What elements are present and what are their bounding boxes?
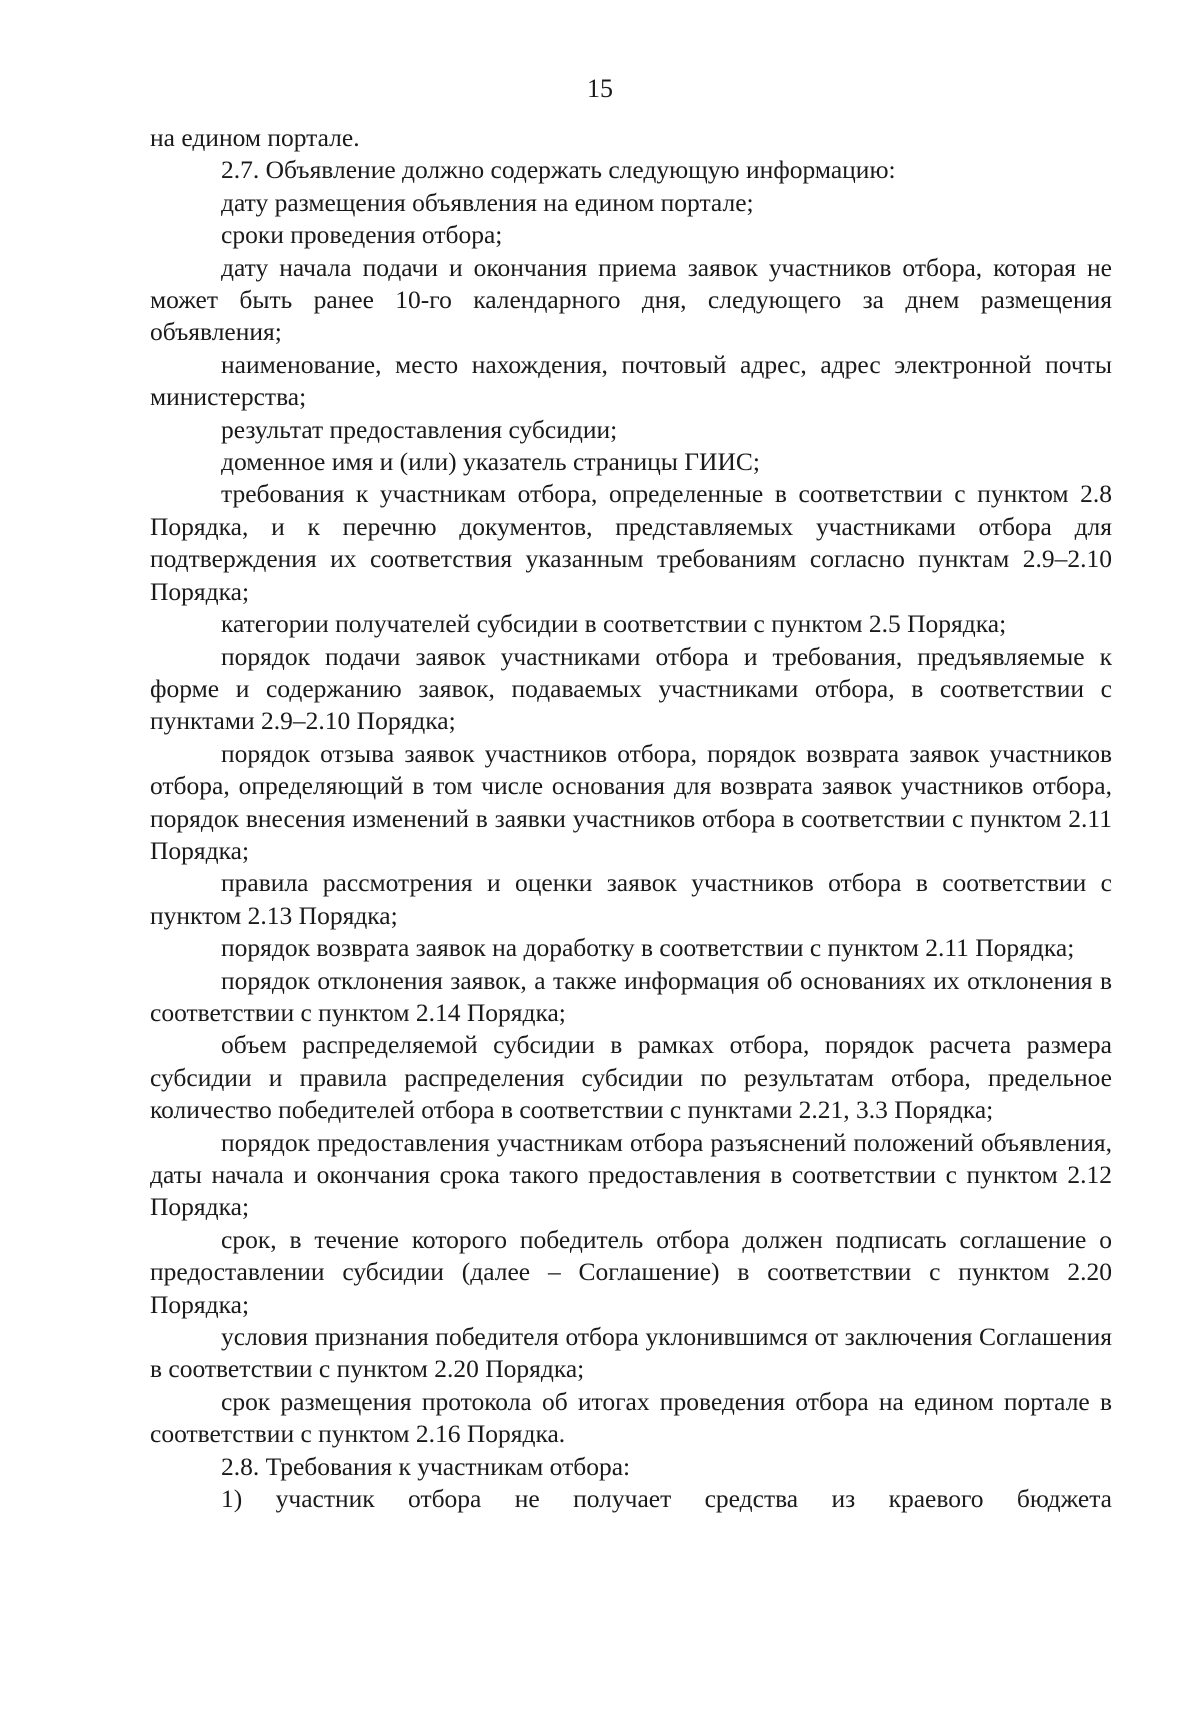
page-number: 15 xyxy=(587,74,613,103)
list-item: требования к участникам отбора, определенные в соответствии с пунктом 2.8 Порядка, и к перечню документов, представляемых участниками отбора для подтверждения их соответствия указанным требованиям согласно пунктам 2.9–2.10 Порядка; xyxy=(150,479,1112,606)
list-item: наименование, место нахождения, почтовый адрес, адрес электронной почты министерства; xyxy=(150,349,1112,412)
list-item: срок размещения протокола об итогах проведения отбора на едином портале в соответствии с пунктом 2.16 Порядка. xyxy=(150,1386,1112,1449)
list-item: условия признания победителя отбора уклонившимся от заключения Соглашения в соответствии с пунктом 2.20 Порядка; xyxy=(150,1322,1112,1384)
paragraph: на едином портале. xyxy=(150,123,360,152)
section-2-7-heading: 2.7. Объявление должно содержать следующую информацию: xyxy=(221,155,896,185)
list-item: 1) участник отбора не получает средства из краевого бюджета xyxy=(221,1484,1112,1514)
list-item: дату начала подачи и окончания приема заявок участников отбора, которая не может быть ранее 10-го календарного дня, следующего за днем размещения объявления; xyxy=(150,252,1112,347)
list-item: доменное имя и (или) указатель страницы ГИИС; xyxy=(221,447,760,477)
document-body xyxy=(150,122,1112,1515)
list-item: результат предоставления субсидии; xyxy=(221,414,618,444)
list-item: объем распределяемой субсидии в рамках отбора, порядок расчета размера субсидии и правила распределения субсидии по результатам отбора, предельное количество победителей отбора в соответствии с пунктами 2.21, 3.3 Порядка; xyxy=(150,1030,1112,1125)
list-item: порядок подачи заявок участниками отбора и требования, предъявляемые к форме и содержанию заявок, подаваемых участниками отбора, в соответствии с пунктами 2.9–2.10 Порядка; xyxy=(150,641,1112,736)
list-item: правила рассмотрения и оценки заявок участников отбора в соответствии с пунктом 2.13 Порядка; xyxy=(150,868,1112,930)
list-item: дату размещения объявления на едином портале; xyxy=(221,187,754,217)
list-item: срок, в течение которого победитель отбора должен подписать соглашение о предоставлении субсидии (далее – Соглашение) в соответствии с пунктом 2.20 Порядка; xyxy=(150,1224,1112,1319)
list-item: порядок отзыва заявок участников отбора, порядок возврата заявок участников отбора, определяющий в том числе основания для возврата заявок участников отбора, порядок внесения изменений в заявки участников отбора в соответствии с пунктом 2.11 Порядка; xyxy=(150,738,1112,865)
list-item: порядок отклонения заявок, а также информация об основаниях их отклонения в соответствии с пунктом 2.14 Порядка; xyxy=(150,965,1112,1027)
list-item: сроки проведения отбора; xyxy=(221,220,503,250)
list-item: порядок предоставления участникам отбора разъяснений положений объявления, даты начала и окончания срока такого предоставления в соответствии с пунктом 2.12 Порядка; xyxy=(150,1127,1112,1222)
section-2-8-heading: 2.8. Требования к участникам отбора: xyxy=(221,1451,631,1481)
list-item: категории получателей субсидии в соответствии с пунктом 2.5 Порядка; xyxy=(221,609,1007,639)
list-item: порядок возврата заявок на доработку в соответствии с пунктом 2.11 Порядка; xyxy=(221,933,1075,963)
